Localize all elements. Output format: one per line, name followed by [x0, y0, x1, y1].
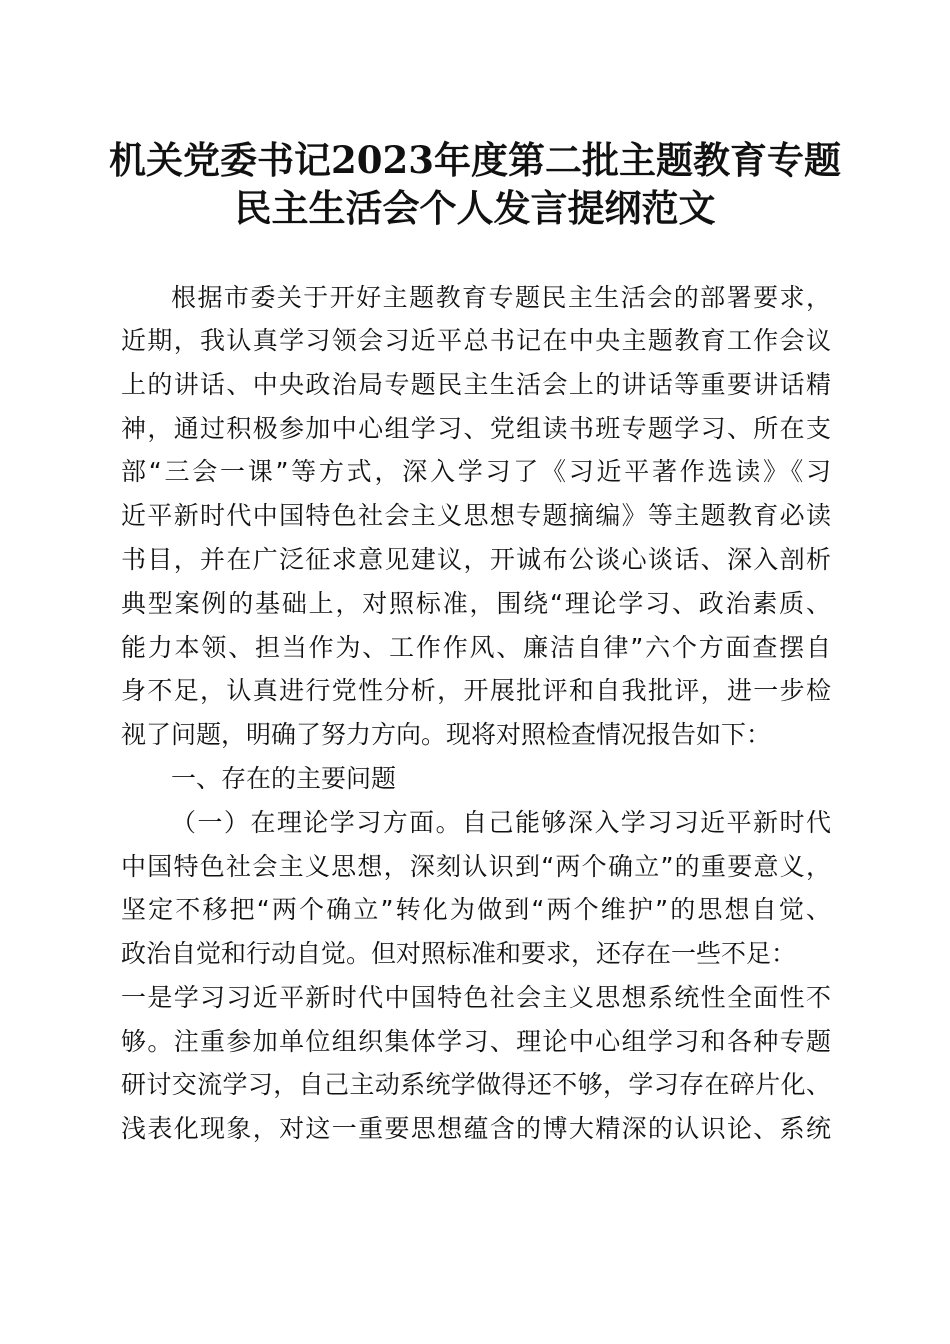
document-title-line-2: 民主生活会个人发言提纲范文 [234, 186, 716, 230]
paragraph-1-line: 书目，并在广泛征求意见建议，开诚布公谈心谈话、深入剖析 [121, 545, 831, 574]
paragraph-2-line: 中国特色社会主义思想，深刻认识到“两个确立”的重要意义， [121, 852, 831, 881]
paragraph-2-line: 坚定不移把“两个确立”转化为做到“两个维护”的思想自觉、 [121, 895, 831, 924]
paragraph-2-line: 一是学习习近平新时代中国特色社会主义思想系统性全面性不 [121, 983, 831, 1012]
paragraph-2-line: 研讨交流学习，自己主动系统学做得还不够，学习存在碎片化、 [121, 1070, 831, 1099]
paragraph-1-line: 近平新时代中国特色社会主义思想专题摘编》等主题教育必读 [121, 501, 831, 530]
paragraph-1-line: 根据市委关于开好主题教育专题民主生活会的部署要求， [171, 283, 831, 312]
paragraph-1-line: 上的讲话、中央政治局专题民主生活会上的讲话等重要讲话精 [121, 370, 831, 399]
paragraph-1-line: 视了问题，明确了努力方向。现将对照检查情况报告如下： [121, 720, 772, 749]
paragraph-1-line: 部“三会一课”等方式，深入学习了《习近平著作选读》《习 [121, 457, 831, 486]
paragraph-2-line: 政治自觉和行动自觉。但对照标准和要求，还存在一些不足： [121, 939, 797, 968]
paragraph-1-line: 能力本领、担当作为、工作作风、廉洁自律”六个方面查摆自 [121, 633, 831, 662]
section-heading: 一、存在的主要问题 [171, 764, 397, 793]
paragraph-1-line: 神，通过积极参加中心组学习、党组读书班专题学习、所在支 [121, 414, 831, 443]
paragraph-1-line: 身不足，认真进行党性分析，开展批评和自我批评，进一步检 [121, 676, 831, 705]
paragraph-2-line: 够。注重参加单位组织集体学习、理论中心组学习和各种专题 [121, 1027, 831, 1056]
paragraph-2-line: 浅表化现象，对这一重要思想蕴含的博大精深的认识论、系统 [121, 1114, 831, 1143]
paragraph-2-line: （一）在理论学习方面。自己能够深入学习习近平新时代 [171, 808, 831, 837]
paragraph-1-line: 近期，我认真学习领会习近平总书记在中央主题教育工作会议 [121, 326, 831, 355]
document-title-line-1: 机关党委书记2023年度第二批主题教育专题 [109, 138, 841, 182]
paragraph-1-line: 典型案例的基础上，对照标准，围绕“理论学习、政治素质、 [121, 589, 831, 618]
